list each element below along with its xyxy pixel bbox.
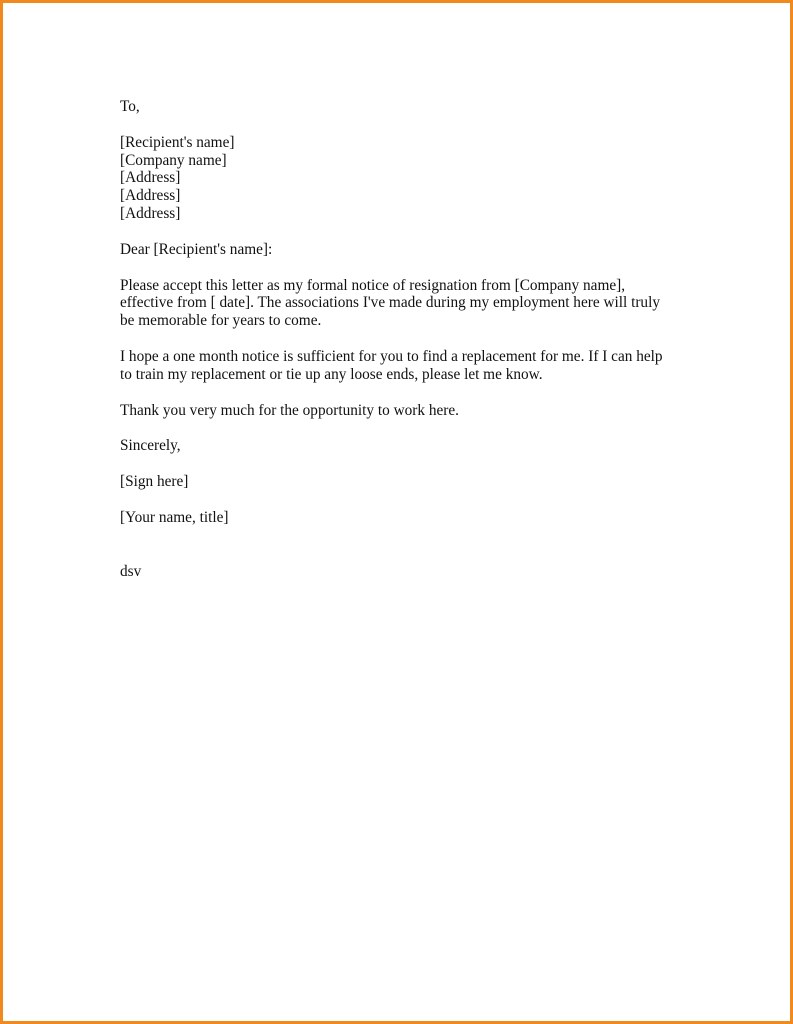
- paragraph-line: I hope a one month notice is sufficient for you to find a replacement for me. If I can help: [120, 347, 663, 365]
- company-name: [Company name]: [120, 151, 227, 169]
- paragraph-line: be memorable for years to come.: [120, 312, 322, 330]
- address-line-3: [Address]: [120, 204, 181, 222]
- paragraph-line: Please accept this letter as my formal notice of resignation from [Company name],: [120, 276, 626, 294]
- letter-body: [120, 98, 690, 581]
- paragraph-thanks: Thank you very much for the opportunity to work here.: [120, 401, 459, 419]
- paragraph-resignation: [120, 277, 690, 330]
- closing: Sincerely,: [120, 437, 181, 455]
- footer-text: dsv: [120, 562, 142, 580]
- signature-placeholder: [Sign here]: [120, 473, 189, 491]
- greeting: Dear [Recipient's name]:: [120, 240, 273, 258]
- paragraph-line: effective from [ date]. The associations I've made during my employment here will truly: [120, 294, 660, 312]
- address-line-1: [Address]: [120, 169, 181, 187]
- name-title: [Your name, title]: [120, 508, 229, 526]
- paragraph-line: to train my replacement or tie up any loose ends, please let me know.: [120, 365, 543, 383]
- paragraph-notice: [120, 348, 690, 384]
- salutation-to: To,: [120, 98, 140, 115]
- recipient-name: [Recipient's name]: [120, 133, 235, 151]
- address-line-2: [Address]: [120, 187, 181, 205]
- recipient-block: [120, 134, 690, 223]
